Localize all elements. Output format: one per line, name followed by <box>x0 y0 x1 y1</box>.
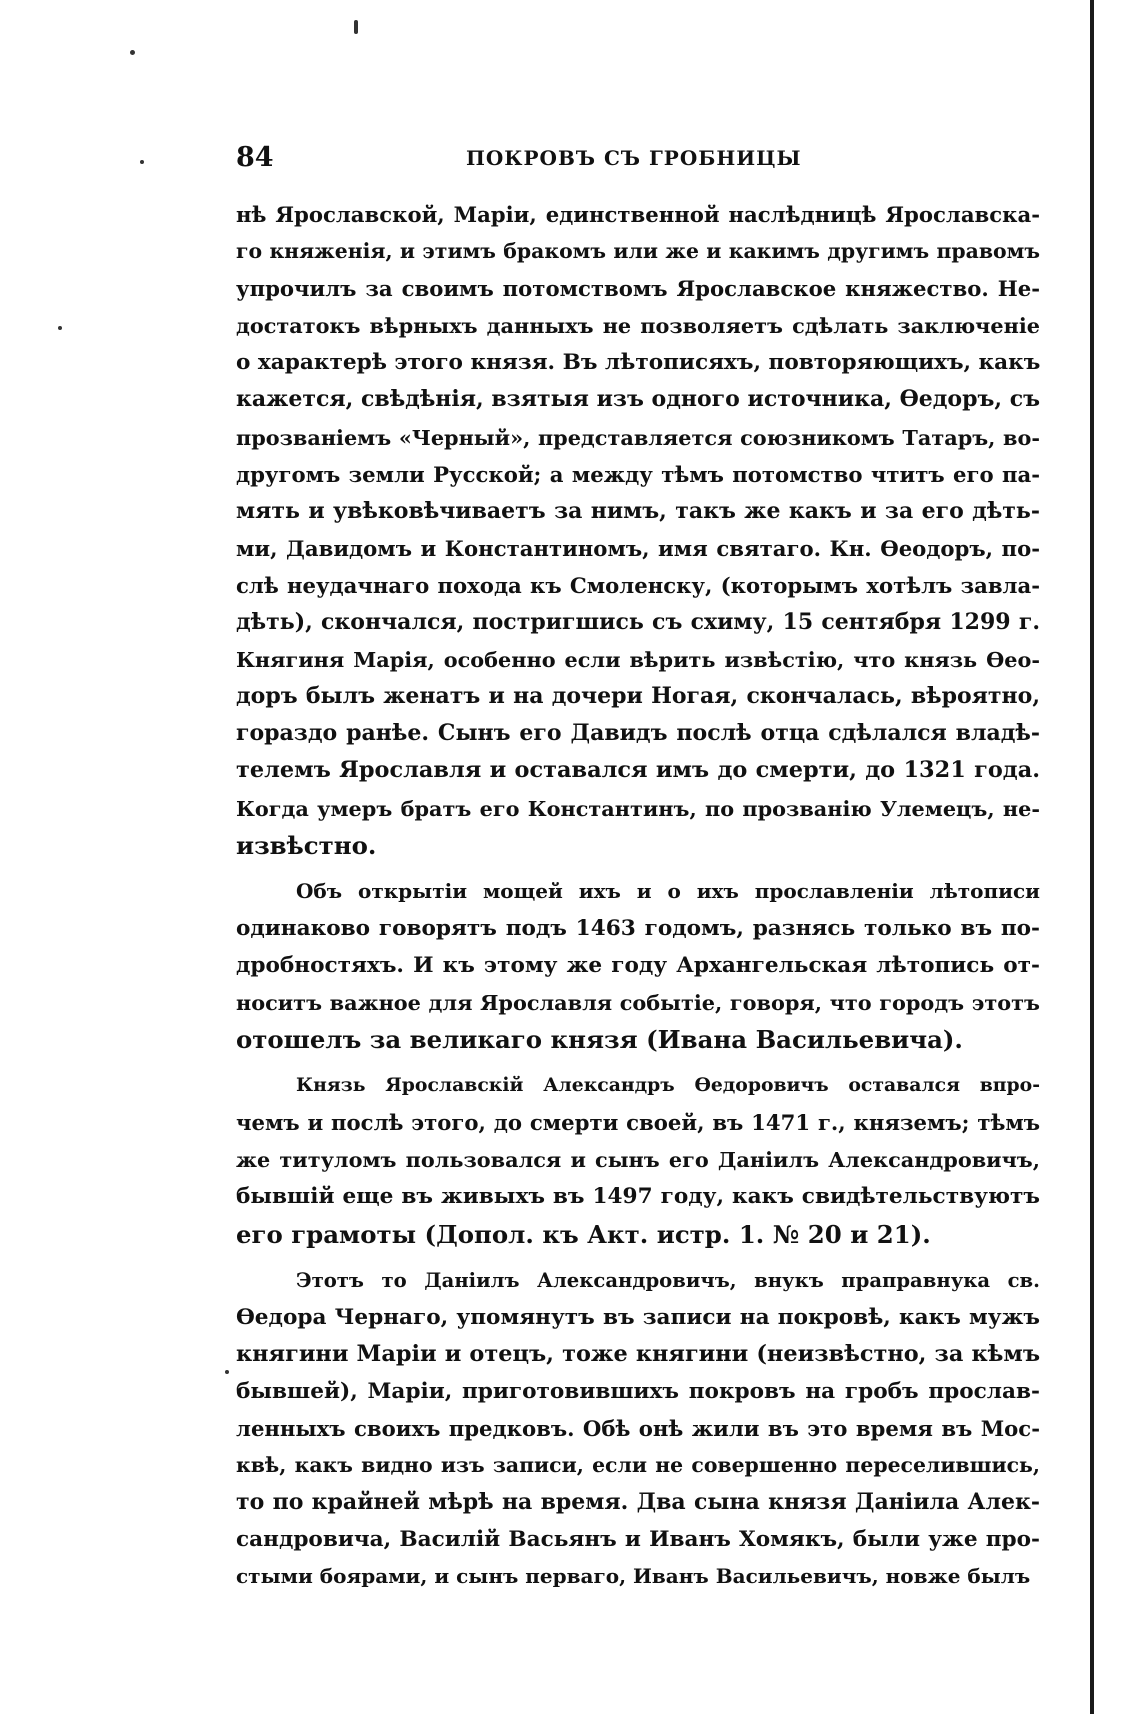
scan-speck <box>354 20 358 34</box>
page-edge-line <box>1090 0 1094 1714</box>
text-line: его грамоты (Допол. къ Акт. истр. 1. № 20 и 21). <box>236 1219 931 1249</box>
body-text <box>236 196 1040 1604</box>
text-line: княгини Маріи и отецъ, тоже княгини (неизвѣстно, за кѣмъ <box>236 1340 1040 1367</box>
text-line: го княженія, и этимъ бракомъ или же и какимъ другимъ правомъ <box>236 239 1040 264</box>
text-line: чемъ и послѣ этого, до смерти своей, въ 1471 г., княземъ; тѣмъ <box>236 1110 1040 1136</box>
scan-speck <box>225 1370 229 1374</box>
text-line: Объ открытіи мощей ихъ и о ихъ прославленіи лѣтописи <box>296 878 1040 903</box>
scan-speck <box>58 326 62 330</box>
paragraph-1 <box>236 196 1040 864</box>
paragraph-4 <box>236 1262 1040 1596</box>
text-line: то по крайней мѣрѣ на время. Два сына князя Даніила Алек- <box>236 1489 1040 1516</box>
paragraph-3 <box>236 1067 1040 1252</box>
text-line: упрочилъ за своимъ потомствомъ Ярославское княжество. Не- <box>236 276 1040 302</box>
text-line: дробностяхъ. И къ этому же году Архангельская лѣтопись от- <box>236 952 1040 978</box>
text-line: отошелъ за великаго князя (Ивана Васильевича). <box>236 1025 963 1055</box>
text-line: ми, Давидомъ и Константиномъ, имя святаго. Кн. Ѳеодоръ, по- <box>236 535 1040 561</box>
text-line: квѣ, какъ видно изъ записи, если не совершенно переселившись, <box>236 1453 1040 1478</box>
text-line: нѣ Ярославской, Маріи, единственной наслѣдницѣ Ярославска- <box>236 202 1040 227</box>
text-line: о характерѣ этого князя. Въ лѣтописяхъ, повторяющихъ, какъ <box>236 350 1041 376</box>
paragraph-2 <box>236 873 1040 1058</box>
text-line: Князь Ярославскій Александръ Ѳедоровичъ оставался впро- <box>296 1074 1040 1097</box>
text-line: же титуломъ пользовался и сынъ его Даніилъ Александровичъ, <box>236 1147 1040 1173</box>
text-line: слѣ неудачнаго похода къ Смоленску, (которымъ хотѣлъ завла- <box>236 572 1040 598</box>
text-line: дѣть), скончался, постригшись съ схиму, 15 сентября 1299 г. <box>236 609 1040 636</box>
text-line: доръ былъ женатъ и на дочери Ногая, скончалась, вѣроятно, <box>236 683 1040 710</box>
text-line: извѣстно. <box>236 830 377 860</box>
text-line: одинаково говорятъ подъ 1463 годомъ, разнясь только въ по- <box>236 915 1040 941</box>
text-line: носитъ важное для Ярославля событіе, говоря, что городъ этотъ <box>236 989 1040 1015</box>
text-line: гораздо ранѣе. Сынъ его Давидъ послѣ отца сдѣлался владѣ- <box>236 720 1040 747</box>
text-line: сандровича, Василій Васьянъ и Иванъ Хомякъ, были уже про- <box>236 1527 1040 1553</box>
text-line: Когда умеръ братъ его Константинъ, по прозванію Улемецъ, не- <box>236 795 1040 821</box>
page-number: 84 <box>236 142 274 173</box>
text-line: кажется, свѣдѣнія, взятыя изъ одного источника, Ѳедоръ, съ <box>236 386 1040 413</box>
running-title: ПОКРОВЪ СЪ ГРОБНИЦЫ <box>466 146 802 170</box>
text-line: достатокъ вѣрныхъ данныхъ не позволяетъ сдѣлать заключеніе <box>236 313 1040 339</box>
text-line: бывшей), Маріи, приготовившихъ покровъ на гробъ прослав- <box>236 1378 1040 1404</box>
text-line: Княгиня Марія, особенно если вѣрить извѣстію, что князь Ѳео- <box>236 647 1040 673</box>
text-line: стыми боярами, и сынъ перваго, Иванъ Васильевичъ, новже былъ <box>236 1564 1031 1589</box>
text-line: прозваніемъ «Черный», представляется союзникомъ Татаръ, во- <box>236 424 1040 450</box>
scan-speck <box>140 160 144 164</box>
text-line: телемъ Ярославля и оставался имъ до смерти, до 1321 года. <box>236 757 1040 784</box>
text-line: другомъ земли Русской; а между тѣмъ потомство чтитъ его па- <box>236 461 1040 487</box>
text-line: Ѳедора Чернаго, упомянутъ въ записи на покровѣ, какъ мужъ <box>236 1304 1040 1330</box>
scan-speck <box>130 50 135 55</box>
text-line: ленныхъ своихъ предковъ. Обѣ онѣ жили въ это время въ Мос- <box>236 1416 1040 1441</box>
page-header <box>236 138 1046 178</box>
text-line: Этотъ то Даніилъ Александровичъ, внукъ праправнука св. <box>296 1268 1040 1292</box>
text-line: бывшій еще въ живыхъ въ 1497 году, какъ свидѣтельствуютъ <box>236 1184 1040 1210</box>
text-line: мять и увѣковѣчиваетъ за нимъ, такъ же какъ и за его дѣть- <box>236 497 1040 524</box>
